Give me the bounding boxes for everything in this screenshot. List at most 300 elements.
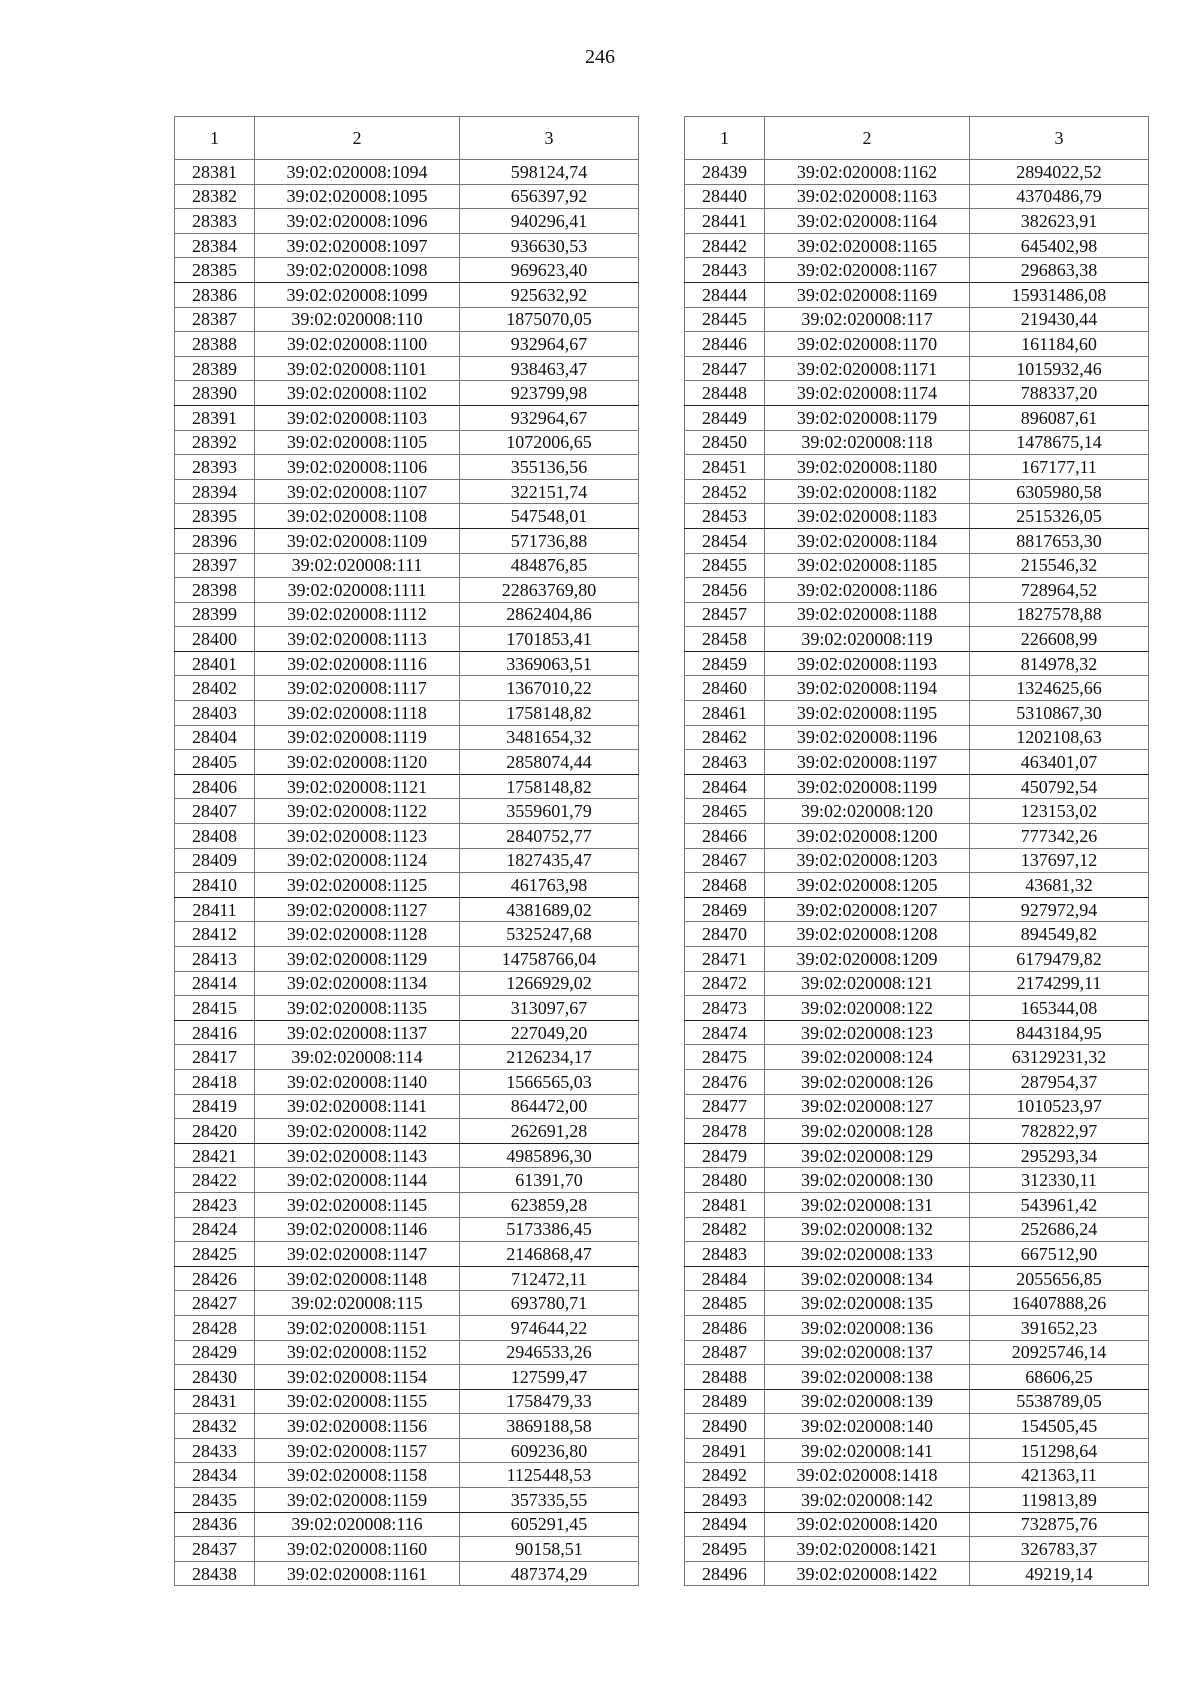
cadastral-value-cell: 4985896,30: [460, 1143, 639, 1168]
cadastral-number-cell: 39:02:020008:1182: [765, 479, 970, 504]
row-number-cell: 28424: [175, 1217, 255, 1242]
cadastral-number-cell: 39:02:020008:1199: [765, 774, 970, 799]
row-number-cell: 28451: [685, 455, 765, 480]
cadastral-number-cell: 39:02:020008:127: [765, 1094, 970, 1119]
table-row: [175, 1537, 639, 1562]
row-number-cell: 28442: [685, 233, 765, 258]
cadastral-number-cell: 39:02:020008:1185: [765, 553, 970, 578]
row-number-cell: 28432: [175, 1414, 255, 1439]
table-row: [685, 1266, 1149, 1291]
row-number-cell: 28390: [175, 381, 255, 406]
row-number-cell: 28410: [175, 873, 255, 898]
row-number-cell: 28422: [175, 1168, 255, 1193]
table-row: [685, 725, 1149, 750]
cadastral-value-cell: 623859,28: [460, 1192, 639, 1217]
row-number-cell: 28466: [685, 824, 765, 849]
cadastral-number-cell: 39:02:020008:1169: [765, 282, 970, 307]
table-row: [685, 184, 1149, 209]
table-row: [685, 528, 1149, 553]
cadastral-number-cell: 39:02:020008:1116: [255, 651, 460, 676]
cadastral-number-cell: 39:02:020008:1134: [255, 971, 460, 996]
cadastral-value-cell: 1701853,41: [460, 627, 639, 652]
cadastral-number-cell: 39:02:020008:1170: [765, 332, 970, 357]
cadastral-number-cell: 39:02:020008:1100: [255, 332, 460, 357]
row-number-cell: 28401: [175, 651, 255, 676]
table-row: [685, 307, 1149, 332]
row-number-cell: 28408: [175, 824, 255, 849]
cadastral-number-cell: 39:02:020008:141: [765, 1438, 970, 1463]
cadastral-number-cell: 39:02:020008:1095: [255, 184, 460, 209]
row-number-cell: 28479: [685, 1143, 765, 1168]
cadastral-number-cell: 39:02:020008:1135: [255, 996, 460, 1021]
row-number-cell: 28494: [685, 1512, 765, 1537]
cadastral-number-cell: 39:02:020008:1142: [255, 1119, 460, 1144]
cadastral-value-cell: 864472,00: [460, 1094, 639, 1119]
table-row: [175, 258, 639, 283]
row-number-cell: 28427: [175, 1291, 255, 1316]
cadastral-value-cell: 2840752,77: [460, 824, 639, 849]
row-number-cell: 28403: [175, 701, 255, 726]
cadastral-number-cell: 39:02:020008:142: [765, 1488, 970, 1513]
cadastral-number-cell: 39:02:020008:136: [765, 1315, 970, 1340]
cadastral-number-cell: 39:02:020008:140: [765, 1414, 970, 1439]
cadastral-value-cell: 262691,28: [460, 1119, 639, 1144]
cadastral-number-cell: 39:02:020008:135: [765, 1291, 970, 1316]
row-number-cell: 28464: [685, 774, 765, 799]
row-number-cell: 28392: [175, 430, 255, 455]
cadastral-value-cell: 1072006,65: [460, 430, 639, 455]
cadastral-number-cell: 39:02:020008:1121: [255, 774, 460, 799]
cadastral-number-cell: 39:02:020008:118: [765, 430, 970, 455]
table-row: [175, 1561, 639, 1586]
cadastral-value-cell: 2894022,52: [970, 160, 1149, 185]
cadastral-number-cell: 39:02:020008:1193: [765, 651, 970, 676]
cadastral-value-cell: 219430,44: [970, 307, 1149, 332]
row-number-cell: 28433: [175, 1438, 255, 1463]
cadastral-number-cell: 39:02:020008:124: [765, 1045, 970, 1070]
cadastral-number-cell: 39:02:020008:129: [765, 1143, 970, 1168]
cadastral-number-cell: 39:02:020008:1151: [255, 1315, 460, 1340]
row-number-cell: 28457: [685, 602, 765, 627]
cadastral-value-cell: 894549,82: [970, 922, 1149, 947]
row-number-cell: 28485: [685, 1291, 765, 1316]
cadastral-value-cell: 969623,40: [460, 258, 639, 283]
cadastral-value-cell: 938463,47: [460, 356, 639, 381]
row-number-cell: 28449: [685, 405, 765, 430]
cadastral-value-cell: 598124,74: [460, 160, 639, 185]
row-number-cell: 28492: [685, 1463, 765, 1488]
cadastral-number-cell: 39:02:020008:114: [255, 1045, 460, 1070]
cadastral-value-cell: 1015932,46: [970, 356, 1149, 381]
cadastral-number-cell: 39:02:020008:1143: [255, 1143, 460, 1168]
row-number-cell: 28395: [175, 504, 255, 529]
cadastral-number-cell: 39:02:020008:1123: [255, 824, 460, 849]
cadastral-number-cell: 39:02:020008:1103: [255, 405, 460, 430]
row-number-cell: 28468: [685, 873, 765, 898]
table-row: [685, 774, 1149, 799]
table-row: [685, 1365, 1149, 1390]
row-number-cell: 28429: [175, 1340, 255, 1365]
cadastral-value-cell: 167177,11: [970, 455, 1149, 480]
table-row: [685, 578, 1149, 603]
table-row: [175, 774, 639, 799]
cadastral-value-cell: 2174299,11: [970, 971, 1149, 996]
cadastral-number-cell: 39:02:020008:1098: [255, 258, 460, 283]
cadastral-value-cell: 463401,07: [970, 750, 1149, 775]
cadastral-number-cell: 39:02:020008:1128: [255, 922, 460, 947]
table-row: [685, 971, 1149, 996]
cadastral-value-cell: 421363,11: [970, 1463, 1149, 1488]
row-number-cell: 28463: [685, 750, 765, 775]
row-number-cell: 28471: [685, 947, 765, 972]
table-row: [685, 233, 1149, 258]
cadastral-number-cell: 39:02:020008:1195: [765, 701, 970, 726]
header-row: [175, 117, 639, 160]
cadastral-value-cell: 295293,34: [970, 1143, 1149, 1168]
cadastral-value-cell: 5310867,30: [970, 701, 1149, 726]
cadastral-value-cell: 382623,91: [970, 209, 1149, 234]
cadastral-value-cell: 8817653,30: [970, 528, 1149, 553]
row-number-cell: 28397: [175, 553, 255, 578]
cadastral-number-cell: 39:02:020008:1120: [255, 750, 460, 775]
table-row: [175, 1266, 639, 1291]
cadastral-value-cell: 777342,26: [970, 824, 1149, 849]
row-number-cell: 28491: [685, 1438, 765, 1463]
row-number-cell: 28460: [685, 676, 765, 701]
cadastral-number-cell: 39:02:020008:1421: [765, 1537, 970, 1562]
cadastral-value-cell: 161184,60: [970, 332, 1149, 357]
row-number-cell: 28418: [175, 1069, 255, 1094]
cadastral-value-cell: 693780,71: [460, 1291, 639, 1316]
cadastral-number-cell: 39:02:020008:1113: [255, 627, 460, 652]
cadastral-number-cell: 39:02:020008:1174: [765, 381, 970, 406]
table-row: [685, 1045, 1149, 1070]
row-number-cell: 28475: [685, 1045, 765, 1070]
cadastral-value-cell: 313097,67: [460, 996, 639, 1021]
table-row: [685, 1512, 1149, 1537]
table-row: [685, 430, 1149, 455]
table-row: [685, 553, 1149, 578]
table-row: [175, 184, 639, 209]
cadastral-value-cell: 154505,45: [970, 1414, 1149, 1439]
row-number-cell: 28459: [685, 651, 765, 676]
row-number-cell: 28488: [685, 1365, 765, 1390]
cadastral-number-cell: 39:02:020008:1137: [255, 1020, 460, 1045]
table-row: [685, 1020, 1149, 1045]
table-row: [685, 750, 1149, 775]
table-body: [175, 160, 639, 1586]
table-row: [175, 209, 639, 234]
cadastral-number-cell: 39:02:020008:119: [765, 627, 970, 652]
row-number-cell: 28399: [175, 602, 255, 627]
cadastral-number-cell: 39:02:020008:1418: [765, 1463, 970, 1488]
row-number-cell: 28435: [175, 1488, 255, 1513]
table-row: [685, 1389, 1149, 1414]
cadastral-number-cell: 39:02:020008:1157: [255, 1438, 460, 1463]
table-row: [175, 233, 639, 258]
table-row: [175, 947, 639, 972]
row-number-cell: 28447: [685, 356, 765, 381]
row-number-cell: 28402: [175, 676, 255, 701]
cadastral-value-cell: 2515326,05: [970, 504, 1149, 529]
row-number-cell: 28476: [685, 1069, 765, 1094]
row-number-cell: 28448: [685, 381, 765, 406]
cadastral-number-cell: 39:02:020008:1107: [255, 479, 460, 504]
cadastral-value-cell: 3559601,79: [460, 799, 639, 824]
row-number-cell: 28461: [685, 701, 765, 726]
cadastral-number-cell: 39:02:020008:1180: [765, 455, 970, 480]
cadastral-value-cell: 782822,97: [970, 1119, 1149, 1144]
table-row: [685, 209, 1149, 234]
cadastral-number-cell: 39:02:020008:1144: [255, 1168, 460, 1193]
cadastral-value-cell: 357335,55: [460, 1488, 639, 1513]
cadastral-number-cell: 39:02:020008:131: [765, 1192, 970, 1217]
table-row: [175, 873, 639, 898]
cadastral-value-cell: 3481654,32: [460, 725, 639, 750]
table-row: [685, 1414, 1149, 1439]
cadastral-value-cell: 974644,22: [460, 1315, 639, 1340]
cadastral-number-cell: 39:02:020008:1111: [255, 578, 460, 603]
table-row: [175, 504, 639, 529]
cadastral-number-cell: 39:02:020008:1117: [255, 676, 460, 701]
cadastral-number-cell: 39:02:020008:1184: [765, 528, 970, 553]
table-row: [175, 1463, 639, 1488]
row-number-cell: 28444: [685, 282, 765, 307]
table-row: [685, 258, 1149, 283]
cadastral-number-cell: 39:02:020008:115: [255, 1291, 460, 1316]
table-row: [685, 897, 1149, 922]
cadastral-number-cell: 39:02:020008:1207: [765, 897, 970, 922]
cadastral-value-cell: 20925746,14: [970, 1340, 1149, 1365]
table-body: [685, 160, 1149, 1586]
cadastral-value-cell: 322151,74: [460, 479, 639, 504]
table-row: [175, 1291, 639, 1316]
table-row: [685, 405, 1149, 430]
table-row: [685, 1069, 1149, 1094]
table-row: [175, 627, 639, 652]
row-number-cell: 28453: [685, 504, 765, 529]
row-number-cell: 28477: [685, 1094, 765, 1119]
row-number-cell: 28388: [175, 332, 255, 357]
cadastral-value-cell: 5538789,05: [970, 1389, 1149, 1414]
cadastral-value-cell: 728964,52: [970, 578, 1149, 603]
cadastral-value-cell: 4381689,02: [460, 897, 639, 922]
table-row: [685, 160, 1149, 185]
cadastral-value-cell: 8443184,95: [970, 1020, 1149, 1045]
table-row: [175, 381, 639, 406]
row-number-cell: 28428: [175, 1315, 255, 1340]
table-row: [175, 1512, 639, 1537]
cadastral-number-cell: 39:02:020008:1109: [255, 528, 460, 553]
table-row: [685, 873, 1149, 898]
table-row: [685, 1438, 1149, 1463]
row-number-cell: 28490: [685, 1414, 765, 1439]
row-number-cell: 28450: [685, 430, 765, 455]
table-row: [175, 922, 639, 947]
table-row: [685, 1315, 1149, 1340]
row-number-cell: 28384: [175, 233, 255, 258]
table-row: [685, 1143, 1149, 1168]
cadastral-value-cell: 3869188,58: [460, 1414, 639, 1439]
cadastral-number-cell: 39:02:020008:126: [765, 1069, 970, 1094]
table-row: [685, 1537, 1149, 1562]
cadastral-number-cell: 39:02:020008:1200: [765, 824, 970, 849]
cadastral-value-cell: 896087,61: [970, 405, 1149, 430]
cadastral-value-cell: 925632,92: [460, 282, 639, 307]
cadastral-number-cell: 39:02:020008:1106: [255, 455, 460, 480]
cadastral-number-cell: 39:02:020008:117: [765, 307, 970, 332]
cadastral-value-cell: 932964,67: [460, 405, 639, 430]
page-number: 246: [585, 46, 615, 68]
cadastral-value-cell: 226608,99: [970, 627, 1149, 652]
cadastral-number-cell: 39:02:020008:1099: [255, 282, 460, 307]
cadastral-value-cell: 1478675,14: [970, 430, 1149, 455]
table-row: [685, 627, 1149, 652]
table-row: [685, 282, 1149, 307]
row-number-cell: 28391: [175, 405, 255, 430]
cadastral-value-cell: 1875070,05: [460, 307, 639, 332]
table-row: [175, 356, 639, 381]
cadastral-value-cell: 609236,80: [460, 1438, 639, 1463]
row-number-cell: 28481: [685, 1192, 765, 1217]
table-row: [175, 848, 639, 873]
cadastral-value-cell: 547548,01: [460, 504, 639, 529]
table-row: [175, 1045, 639, 1070]
row-number-cell: 28454: [685, 528, 765, 553]
table-row: [685, 799, 1149, 824]
cadastral-number-cell: 39:02:020008:1160: [255, 1537, 460, 1562]
row-number-cell: 28452: [685, 479, 765, 504]
row-number-cell: 28467: [685, 848, 765, 873]
table-row: [175, 455, 639, 480]
cadastral-number-cell: 39:02:020008:1148: [255, 1266, 460, 1291]
table-row: [175, 602, 639, 627]
table-row: [685, 947, 1149, 972]
row-number-cell: 28465: [685, 799, 765, 824]
row-number-cell: 28400: [175, 627, 255, 652]
cadastral-number-cell: 39:02:020008:1094: [255, 160, 460, 185]
cadastral-value-cell: 571736,88: [460, 528, 639, 553]
table-row: [175, 750, 639, 775]
table-row: [175, 578, 639, 603]
table-row: [175, 676, 639, 701]
cadastral-number-cell: 39:02:020008:1129: [255, 947, 460, 972]
table-row: [175, 1143, 639, 1168]
cadastral-value-cell: 1010523,97: [970, 1094, 1149, 1119]
row-number-cell: 28416: [175, 1020, 255, 1045]
table-row: [175, 160, 639, 185]
table-row: [175, 824, 639, 849]
row-number-cell: 28489: [685, 1389, 765, 1414]
table-row: [685, 1242, 1149, 1267]
table-row: [175, 1217, 639, 1242]
row-number-cell: 28406: [175, 774, 255, 799]
row-number-cell: 28407: [175, 799, 255, 824]
table-row: [685, 1291, 1149, 1316]
cadastral-value-cell: 2146868,47: [460, 1242, 639, 1267]
row-number-cell: 28417: [175, 1045, 255, 1070]
cadastral-number-cell: 39:02:020008:1156: [255, 1414, 460, 1439]
cadastral-number-cell: 39:02:020008:1159: [255, 1488, 460, 1513]
table-row: [685, 848, 1149, 873]
cadastral-number-cell: 39:02:020008:1203: [765, 848, 970, 873]
row-number-cell: 28482: [685, 1217, 765, 1242]
table-row: [175, 1438, 639, 1463]
table-row: [685, 1340, 1149, 1365]
cadastral-number-cell: 39:02:020008:1165: [765, 233, 970, 258]
table-row: [175, 1365, 639, 1390]
row-number-cell: 28458: [685, 627, 765, 652]
cadastral-value-cell: 6179479,82: [970, 947, 1149, 972]
cadastral-value-cell: 151298,64: [970, 1438, 1149, 1463]
cadastral-value-cell: 2055656,85: [970, 1266, 1149, 1291]
header-cell-3: 3: [460, 117, 639, 160]
cadastral-number-cell: 39:02:020008:1152: [255, 1340, 460, 1365]
table-row: [175, 1094, 639, 1119]
cadastral-number-cell: 39:02:020008:122: [765, 996, 970, 1021]
cadastral-value-cell: 6305980,58: [970, 479, 1149, 504]
cadastral-number-cell: 39:02:020008:1124: [255, 848, 460, 873]
cadastral-value-cell: 43681,32: [970, 873, 1149, 898]
cadastral-number-cell: 39:02:020008:128: [765, 1119, 970, 1144]
row-number-cell: 28386: [175, 282, 255, 307]
cadastral-number-cell: 39:02:020008:1188: [765, 602, 970, 627]
row-number-cell: 28437: [175, 1537, 255, 1562]
cadastral-value-cell: 3369063,51: [460, 651, 639, 676]
cadastral-value-cell: 119813,89: [970, 1488, 1149, 1513]
table-row: [175, 1168, 639, 1193]
cadastral-number-cell: 39:02:020008:1171: [765, 356, 970, 381]
row-number-cell: 28455: [685, 553, 765, 578]
header-cell-3: 3: [970, 117, 1149, 160]
cadastral-value-cell: 287954,37: [970, 1069, 1149, 1094]
cadastral-value-cell: 215546,32: [970, 553, 1149, 578]
row-number-cell: 28493: [685, 1488, 765, 1513]
row-number-cell: 28393: [175, 455, 255, 480]
table-row: [685, 824, 1149, 849]
row-number-cell: 28440: [685, 184, 765, 209]
cadastral-value-cell: 1827435,47: [460, 848, 639, 873]
row-number-cell: 28420: [175, 1119, 255, 1144]
row-number-cell: 28412: [175, 922, 255, 947]
cadastral-number-cell: 39:02:020008:1179: [765, 405, 970, 430]
cadastral-value-cell: 127599,47: [460, 1365, 639, 1390]
table-row: [685, 1217, 1149, 1242]
cadastral-number-cell: 39:02:020008:1127: [255, 897, 460, 922]
cadastral-number-cell: 39:02:020008:120: [765, 799, 970, 824]
cadastral-value-cell: 2862404,86: [460, 602, 639, 627]
row-number-cell: 28441: [685, 209, 765, 234]
table-row: [685, 602, 1149, 627]
cadastral-number-cell: 39:02:020008:1147: [255, 1242, 460, 1267]
header-row: [685, 117, 1149, 160]
table-row: [685, 676, 1149, 701]
table-row: [175, 799, 639, 824]
table-row: [175, 430, 639, 455]
header-cell-2: 2: [765, 117, 970, 160]
cadastral-number-cell: 39:02:020008:1422: [765, 1561, 970, 1586]
cadastral-value-cell: 712472,11: [460, 1266, 639, 1291]
row-number-cell: 28486: [685, 1315, 765, 1340]
row-number-cell: 28411: [175, 897, 255, 922]
row-number-cell: 28381: [175, 160, 255, 185]
cadastral-value-cell: 940296,41: [460, 209, 639, 234]
row-number-cell: 28470: [685, 922, 765, 947]
cadastral-number-cell: 39:02:020008:1119: [255, 725, 460, 750]
cadastral-number-cell: 39:02:020008:111: [255, 553, 460, 578]
row-number-cell: 28396: [175, 528, 255, 553]
row-number-cell: 28480: [685, 1168, 765, 1193]
